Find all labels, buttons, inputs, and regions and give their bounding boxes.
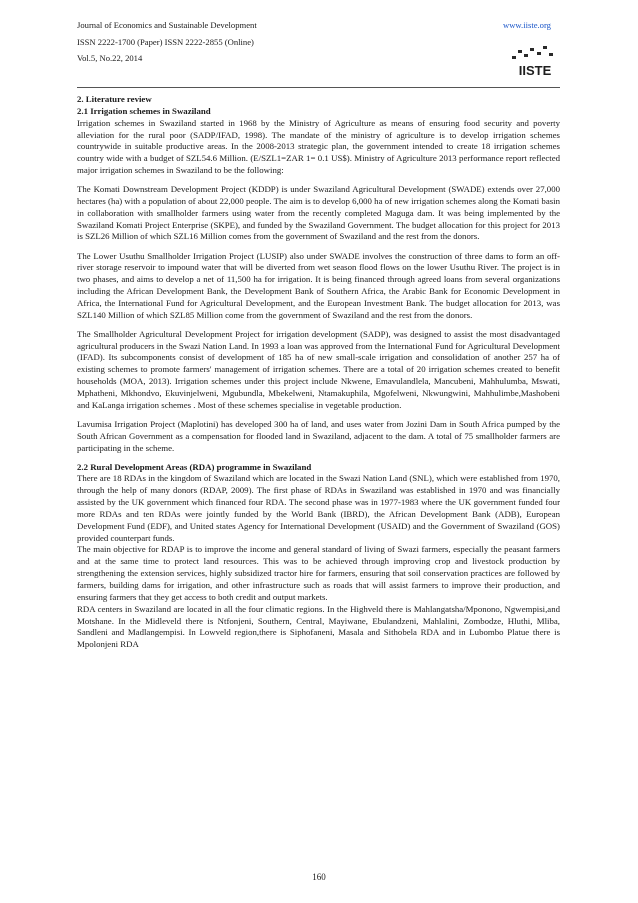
paragraph-rda-history: There are 18 RDAs in the kingdom of Swaziland which are located in the Swazi Nation Land (SNL), which were established from 1970, through the help of many donors (RDAP, 2009). The first phase of RDAs in Swaziland was established in 1970 and was financially assisted by the UK government which financed four RDA. The second phase was in 1977-1983 where the UK government funded four more RDAs and ten RDAs were jointly funded by the World Bank (IBRD), the African Development Bank (ADB), European Development Fund (EDF), and United states Agency for International Development (USAID) and the Government of Swaziland (GOS) provided counterpart funds.: [77, 473, 560, 543]
subsection-heading-irrigation-schemes: 2.1 Irrigation schemes in Swaziland: [77, 105, 211, 116]
journal-header: [77, 17, 397, 67]
journal-url-link[interactable]: www.iiste.org: [503, 20, 551, 30]
paragraph-rda-centers: RDA centers in Swaziland are located in all the four climatic regions. In the Highveld there is Mahlangatsha/Mponono, Ngwempisi,and Motshane. In the Midleveld there is Ntfonjeni, Southern, Central, Mayiwane, Ebulandzeni, Mahlalini, Zombodze, Hluthi, Mliba, Sandleni and Madlangempisi. In Lowveld region,there is Siphofaneni, Masala and Sithobela RDA and in Lubombo Platue there is Mpolonjeni RDA: [77, 603, 560, 650]
page-number: 160: [312, 872, 326, 882]
section-heading-literature-review: 2. Literature review: [77, 94, 152, 104]
article-body: [77, 94, 560, 651]
journal-title: Journal of Economics and Sustainable Development: [77, 20, 257, 30]
header-divider: [77, 87, 560, 88]
paragraph-lusip: The Lower Usuthu Smallholder Irrigation Project (LUSIP) also under SWADE involves the construction of three dams to form an off-river storage reservoir to impound water that will be diverted from wet season flood flows on the lower Usuthu River. The project is in two phases, and aims to develop a net of 11,500 ha for irrigation. It is being financed through agreed loans from several organizations including the African Development Bank, the Development Bank of Southern Africa, the Arabic Bank for Economic Development in Africa, the International Fund for Agricultural Development, and the European Investment Bank. The budget allocation for 2013, was SZL140 Million of which SZL85 Million come from the government of Swaziland and the rest from the donors.: [77, 250, 560, 320]
logo-lettering: IISTE: [518, 63, 552, 78]
journal-issn: ISSN 2222-1700 (Paper) ISSN 2222-2855 (Online): [77, 36, 254, 47]
paragraph-irrigation-intro: Irrigation schemes in Swaziland started in 1968 by the Ministry of Agriculture as means of ensuring food security and poverty alleviation for the rural poor (SADP/IFAD, 1998). The mandate of the ministry of agriculture is to develop irrigation schemes countrywide in suitable productive areas. In the 2008-2013 strategic plan, the government intended to create 18 irrigation schemes country wide with a budget of SZL54.6 Million. (E/SZL1=ZAR 1= 0.1 US$). Ministry of Agriculture 2013 performance report reflected major irrigation schemes in Swaziland to be the following:: [77, 117, 560, 176]
paragraph-kddp: The Komati Downstream Development Project (KDDP) is under Swaziland Agricultural Development (SWADE) extends over 27,000 hectares (ha) with a population of about 22,000 people. The aim is to develop 6,000 ha of new irrigation schemes along the Komati basin in collaboration with smallholder farmers using water from the recently completed Maguga dam. It was being implemented by the Swaziland Komati Project Enterprise (SKPE), and funded by the Swaziland Government. The budget allocation for this project for 2013 is SZL26 Million of which SZL16 Million comes from the government of Swaziland and the rest from the donors.: [77, 184, 560, 242]
iiste-logo: [510, 44, 560, 78]
paragraph-sadp: The Smallholder Agricultural Development Project for irrigation development (SADP), was designed to assist the most disadvantaged agricultural producers in the Swazi Nation Land. In 1993 a loan was approved from the International Fund for Agricultural Development (IFAD). Its subcomponents consist of development of 185 ha of new small-scale irrigation and consolidation of another 257 ha of existing schemes to promote farmers' management of irrigation schemes. There are a total of 20 irrigation schemes created to benefit households (MOA, 2013). Irrigation schemes under this project include Nkwene, Emavulandlela, Mancubeni, Mahhulumba, Mswati, Mphatheni, Mkhondvo, Ekuvinjelweni, Mgubundla, Mbekelweni, Ntamakuphila, Mgofelweni, Nkwungwini, Mahhulimbe,Mashobeni and KaLanga irrigation schemes . Most of these schemes specialise in vegetable production.: [77, 328, 560, 410]
subsection-heading-rda: 2.2 Rural Development Areas (RDA) programme in Swaziland: [77, 461, 312, 472]
paragraph-rdap-objective: The main objective for RDAP is to improve the income and general standard of living of Swazi farmers, especially the peasant farmers and at the same time to protect land resources. This was to be achieved through improving crop and livestock production by strengthening the extension services, highly subsidized tractor hire for farmers, ensuring that soil conservation practices are followed by farmers, building dams for irrigation, and other infrastructure such as roads that will assist farmers to improve their production, and ensuring farmers that they get access to both credit and output markets.: [77, 544, 560, 602]
journal-volume: Vol.5, No.22, 2014: [77, 53, 143, 63]
paragraph-lavumisa: Lavumisa Irrigation Project (Maplotini) has developed 300 ha of land, and uses water from Jozini Dam in South Africa pumped by the South African Government as a compensation for flooded land in Swaziland, adjacent to the dam. A total of 75 smallholder farmers are participating in the scheme.: [77, 418, 560, 453]
